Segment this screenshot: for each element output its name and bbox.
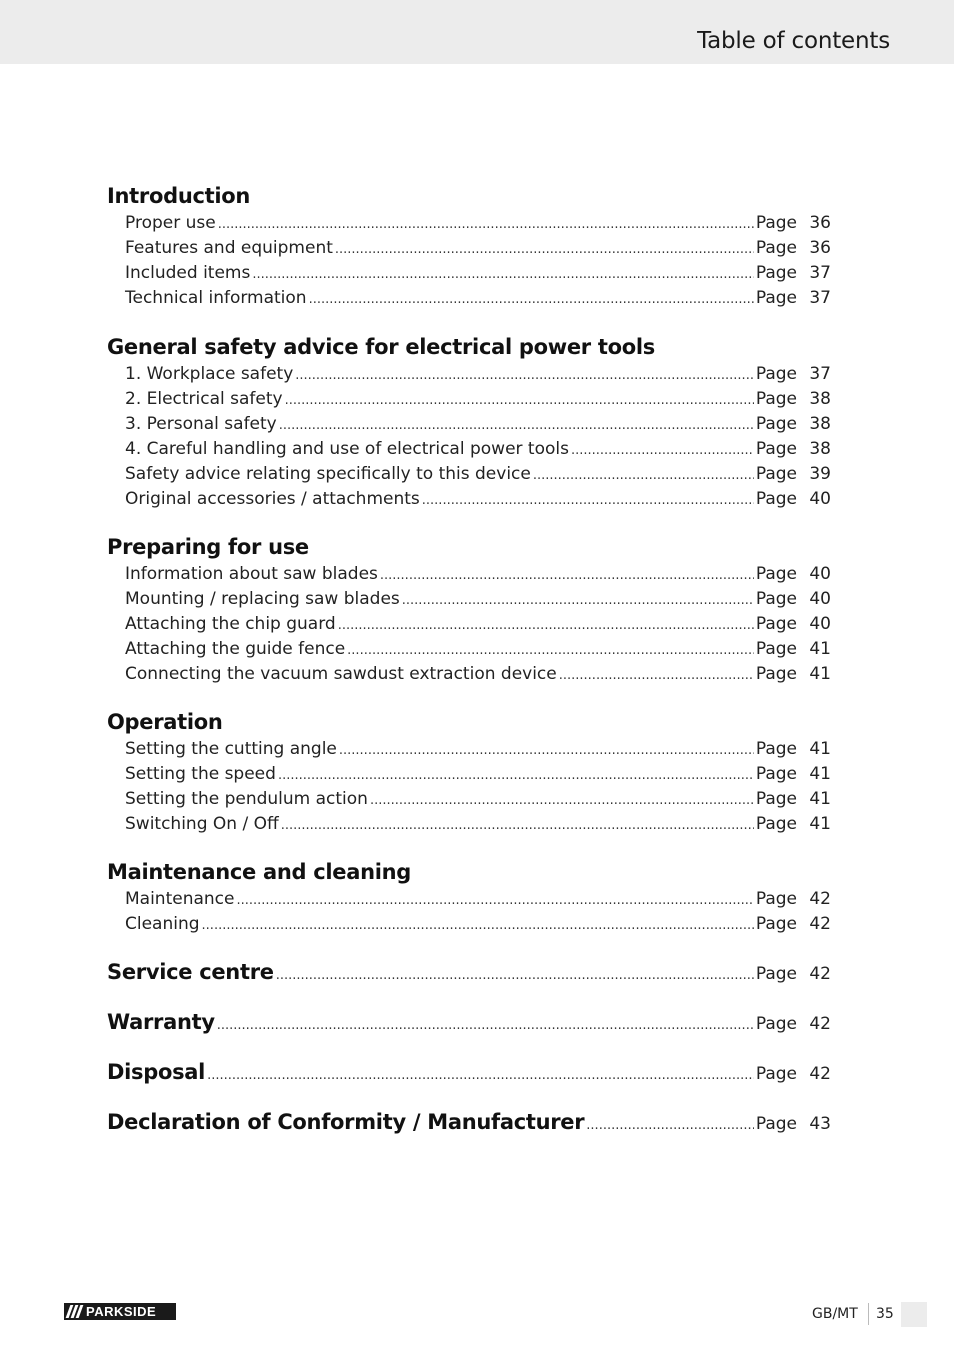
toc-entry[interactable] (125, 414, 831, 438)
toc-entry[interactable] (125, 263, 831, 287)
toc-section-entry[interactable] (107, 1010, 831, 1038)
page-number: 42 (809, 964, 831, 984)
page-word: Page (755, 614, 797, 634)
toc-entry-label: Included items (125, 263, 251, 283)
toc-entry-label: Safety advice relating specifically to this device (125, 464, 531, 484)
toc-entry-label: Maintenance (125, 889, 235, 909)
page-word: Page (755, 764, 797, 784)
page-word: Page (755, 889, 797, 909)
leader-dots (380, 568, 754, 583)
toc-entry-label: Attaching the guide fence (125, 639, 346, 659)
section-title-warranty: Warranty (107, 1010, 215, 1034)
page-word: Page (755, 389, 797, 409)
page-number: 40 (809, 489, 831, 509)
page-number: 41 (809, 639, 831, 659)
toc-entry[interactable] (125, 238, 831, 262)
toc-entry-label: Attaching the chip guard (125, 614, 336, 634)
leader-dots (279, 418, 754, 433)
page-number: 42 (809, 889, 831, 909)
page-word: Page (755, 288, 797, 308)
section-title-introduction: Introduction (107, 184, 251, 208)
toc-entry-label: 1. Workplace safety (125, 364, 294, 384)
page-number: 41 (809, 789, 831, 809)
section-title-declaration: Declaration of Conformity / Manufacturer (107, 1110, 585, 1134)
leader-dots (278, 768, 754, 783)
toc-entry-label: Original accessories / attachments (125, 489, 420, 509)
page-word: Page (755, 414, 797, 434)
page-number: 40 (809, 564, 831, 584)
footer-page-number: 35 (876, 1306, 894, 1322)
page-word: Page (755, 1014, 797, 1034)
section-title-operation: Operation (107, 710, 223, 734)
toc-entry[interactable] (125, 439, 831, 463)
toc-entry-label: Information about saw blades (125, 564, 378, 584)
leader-dots (218, 217, 754, 232)
leader-dots (285, 393, 754, 408)
page-word: Page (755, 263, 797, 283)
toc-entry[interactable] (125, 589, 831, 613)
page-number: 40 (809, 614, 831, 634)
toc-entry[interactable] (125, 389, 831, 413)
toc-entry-label: Proper use (125, 213, 216, 233)
leader-dots (370, 793, 754, 808)
page-word: Page (755, 1114, 797, 1134)
toc-entry[interactable] (125, 739, 831, 763)
toc-section-entry[interactable] (107, 1060, 831, 1088)
page-word: Page (755, 589, 797, 609)
leader-dots (295, 368, 754, 383)
page-word: Page (755, 664, 797, 684)
page-word: Page (755, 639, 797, 659)
leader-dots (571, 443, 754, 458)
page-word: Page (755, 739, 797, 759)
leader-dots (335, 242, 754, 257)
leader-dots (281, 818, 754, 833)
logo-stripes-icon (64, 1303, 86, 1320)
footer-language-code: GB/MT (812, 1306, 858, 1322)
toc-entry-label: Mounting / replacing saw blades (125, 589, 400, 609)
toc-entry-label: Setting the speed (125, 764, 276, 784)
page-number: 41 (809, 814, 831, 834)
page-word: Page (755, 439, 797, 459)
section-title-general-safety: General safety advice for electrical power tools (107, 335, 655, 359)
leader-dots (236, 893, 753, 908)
toc-entry[interactable] (125, 764, 831, 788)
toc-entry-label: Technical information (125, 288, 307, 308)
toc-entry[interactable] (125, 914, 831, 938)
leader-dots (422, 493, 754, 508)
page-number: 36 (809, 213, 831, 233)
page-word: Page (755, 238, 797, 258)
toc-entry-label: 2. Electrical safety (125, 389, 283, 409)
page-word: Page (755, 213, 797, 233)
page-number: 41 (809, 739, 831, 759)
page-word: Page (755, 964, 797, 984)
toc-entry[interactable] (125, 364, 831, 388)
toc-entry-label: 3. Personal safety (125, 414, 277, 434)
leader-dots (402, 593, 754, 608)
leader-dots (276, 968, 754, 983)
page-word: Page (755, 814, 797, 834)
page-number: 37 (809, 288, 831, 308)
leader-dots (309, 292, 754, 307)
page-word: Page (755, 914, 797, 934)
toc-entry[interactable] (125, 288, 831, 312)
page-number: 41 (809, 664, 831, 684)
toc-section-entry[interactable] (107, 1110, 831, 1138)
leader-dots (202, 918, 754, 933)
page-number: 37 (809, 263, 831, 283)
toc-entry[interactable] (125, 564, 831, 588)
toc-entry[interactable] (125, 889, 831, 913)
toc-section-entry[interactable] (107, 960, 831, 988)
footer-divider (868, 1303, 869, 1325)
page-number: 36 (809, 238, 831, 258)
section-title-service-centre: Service centre (107, 960, 274, 984)
logo-brand-text: PARKSIDE (86, 1304, 157, 1319)
page-word: Page (755, 789, 797, 809)
page-title: Table of contents (697, 28, 890, 54)
page-number: 41 (809, 764, 831, 784)
page-word: Page (755, 564, 797, 584)
leader-dots (347, 643, 754, 658)
page-word: Page (755, 364, 797, 384)
toc-entry-label: Setting the pendulum action (125, 789, 368, 809)
page-number: 39 (809, 464, 831, 484)
section-title-maintenance: Maintenance and cleaning (107, 860, 412, 884)
toc-entry[interactable] (125, 464, 831, 488)
leader-dots (339, 743, 754, 758)
leader-dots (586, 1118, 754, 1133)
toc-entry-label: Switching On / Off (125, 814, 279, 834)
leader-dots (252, 267, 754, 282)
page-word: Page (755, 1064, 797, 1084)
section-title-preparing-for-use: Preparing for use (107, 535, 309, 559)
toc-entry-label: Features and equipment (125, 238, 333, 258)
toc-entry[interactable] (125, 639, 831, 663)
page-number: 38 (809, 389, 831, 409)
page-number: 37 (809, 364, 831, 384)
toc-entry-label: Connecting the vacuum sawdust extraction device (125, 664, 557, 684)
section-title-disposal: Disposal (107, 1060, 206, 1084)
toc-entry[interactable] (125, 664, 831, 688)
toc-entry[interactable] (125, 789, 831, 813)
page-number: 38 (809, 439, 831, 459)
toc-entry[interactable] (125, 489, 831, 513)
page-number: 38 (809, 414, 831, 434)
toc-entry[interactable] (125, 614, 831, 638)
page-number: 40 (809, 589, 831, 609)
page-number: 42 (809, 1064, 831, 1084)
footer-corner-box (901, 1302, 927, 1327)
toc-entry[interactable] (125, 814, 831, 838)
toc-entry-label: 4. Careful handling and use of electrical power tools (125, 439, 569, 459)
leader-dots (533, 468, 754, 483)
page-word: Page (755, 464, 797, 484)
leader-dots (217, 1018, 754, 1033)
page-word: Page (755, 489, 797, 509)
toc-entry-label: Cleaning (125, 914, 200, 934)
leader-dots (559, 668, 754, 683)
toc-entry[interactable] (125, 213, 831, 237)
leader-dots (338, 618, 754, 633)
page-number: 42 (809, 1014, 831, 1034)
toc-entry-label: Setting the cutting angle (125, 739, 337, 759)
parkside-logo (64, 1303, 176, 1320)
page-number: 42 (809, 914, 831, 934)
leader-dots (207, 1068, 754, 1083)
page-number: 43 (809, 1114, 831, 1134)
